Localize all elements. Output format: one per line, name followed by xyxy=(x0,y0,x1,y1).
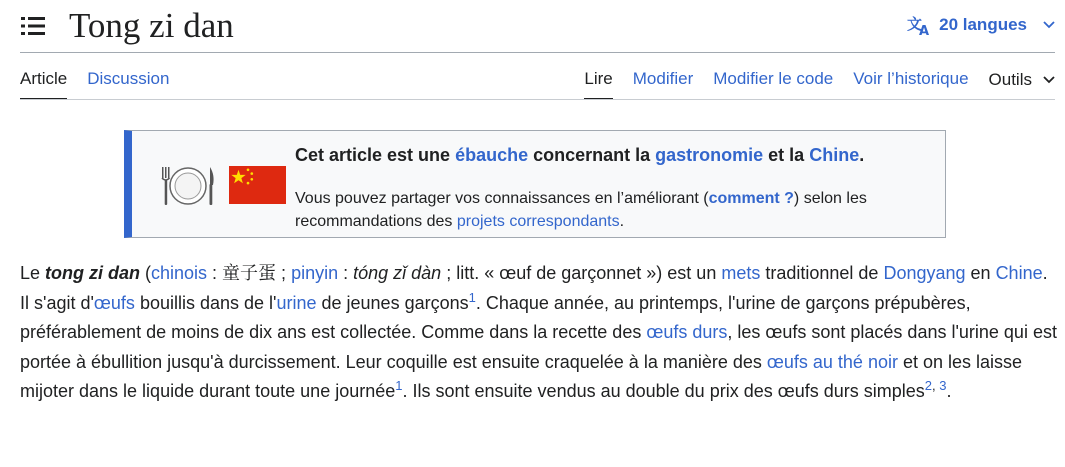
article-text: : xyxy=(338,263,354,283)
link-oeufs-durs[interactable]: œufs durs xyxy=(646,322,728,342)
reference-link[interactable]: 1 xyxy=(468,289,476,305)
link-chine[interactable]: Chine xyxy=(995,263,1043,283)
namespace-tabs xyxy=(20,69,189,100)
tools-menu[interactable] xyxy=(989,70,1055,99)
chevron-down-icon xyxy=(1043,21,1055,29)
article-text: bouillis dans de l' xyxy=(134,292,277,313)
stub-text: ) selon les recommandations des xyxy=(295,190,867,230)
stub-description xyxy=(295,187,935,233)
china-flag-icon xyxy=(229,166,286,204)
main-menu-icon[interactable] xyxy=(21,15,45,37)
stub-title-text: . xyxy=(859,145,865,165)
translate-icon xyxy=(907,14,931,36)
page-title: Tong zi dan xyxy=(69,6,234,45)
link-projets-correspondants[interactable]: projets correspondants xyxy=(456,213,620,230)
link-urine[interactable]: urine xyxy=(276,292,317,313)
link-chine-portal[interactable]: Chine xyxy=(809,145,860,165)
article-text: traditionnel de xyxy=(760,263,884,283)
reference-separator: , xyxy=(932,378,940,393)
article-text: : 童子蛋 ; xyxy=(207,263,292,283)
title-divider xyxy=(20,52,1055,53)
article-text: Le xyxy=(20,263,46,283)
link-chinois[interactable]: chinois xyxy=(151,263,208,283)
article-text: en xyxy=(965,263,996,283)
tab-edit[interactable]: Modifier xyxy=(632,69,694,88)
stub-text: . xyxy=(619,213,625,230)
language-selector-button[interactable] xyxy=(907,14,1055,36)
article-text: . xyxy=(946,381,952,401)
tab-article[interactable]: Article xyxy=(20,69,67,100)
article-text: . Chaque année, au printemps, l'urine de garçons prépubères, préférablement de moins de dix ans est collectée. Comme dans la recette des xyxy=(20,292,971,342)
article-text: . Il s'agit d' xyxy=(20,263,1048,313)
stub-text: Vous pouvez partager vos connaissances en l’améliorant ( xyxy=(295,190,709,207)
tab-discussion[interactable]: Discussion xyxy=(87,69,170,88)
link-gastronomie[interactable]: gastronomie xyxy=(655,145,764,165)
tools-label: Outils xyxy=(988,70,1032,89)
stub-notice-box xyxy=(124,130,946,238)
tab-edit-source[interactable]: Modifier le code xyxy=(713,69,834,88)
stub-title-text: et la xyxy=(763,145,810,165)
article-paragraph xyxy=(20,259,1060,407)
view-tabs xyxy=(564,69,1055,100)
article-text: ( xyxy=(140,263,152,283)
article-text: de jeunes garçons xyxy=(316,292,469,313)
article-pinyin: tóng zǐ dàn xyxy=(353,263,442,283)
link-mets[interactable]: mets xyxy=(721,263,761,283)
article-text: et on les laisse mijoter dans le liquide durant toute une journée xyxy=(20,351,1023,401)
language-count-label: 20 langues xyxy=(939,15,1027,34)
tab-history[interactable]: Voir l’historique xyxy=(853,69,969,88)
article-text: ; litt. « œuf de garçonnet ») est un xyxy=(441,263,722,283)
article-text: . Ils sont ensuite vendus au double du prix des œufs durs simples xyxy=(402,381,925,401)
article-subject: tong zi dan xyxy=(45,263,141,283)
link-oeufs-the-noir[interactable]: œufs au thé noir xyxy=(766,351,898,372)
link-oeufs[interactable]: œufs xyxy=(93,292,135,313)
svg-text:文: 文 xyxy=(907,15,923,33)
chevron-down-icon xyxy=(1043,76,1055,84)
plate-cutlery-icon xyxy=(159,165,217,207)
tabs-divider xyxy=(20,99,1055,100)
reference-link[interactable]: 2 xyxy=(924,378,932,393)
tab-read[interactable]: Lire xyxy=(584,69,612,100)
link-ebauche[interactable]: ébauche xyxy=(455,145,529,165)
stub-title xyxy=(295,145,864,166)
stub-title-text: concernant la xyxy=(528,145,656,165)
reference-link[interactable]: 1 xyxy=(395,378,403,393)
link-pinyin[interactable]: pinyin xyxy=(291,263,339,283)
stub-title-text: Cet article est une xyxy=(295,145,456,165)
article-text: , les œufs sont placés dans l'urine qui est portée à ébullition jusqu'à durcissement. Leur coquille est ensuite craquelée à la manière des xyxy=(20,322,1057,372)
svg-text:A: A xyxy=(919,24,930,36)
link-comment[interactable]: comment ? xyxy=(708,190,794,207)
link-dongyang[interactable]: Dongyang xyxy=(883,263,966,283)
reference-link[interactable]: 3 xyxy=(939,378,947,393)
